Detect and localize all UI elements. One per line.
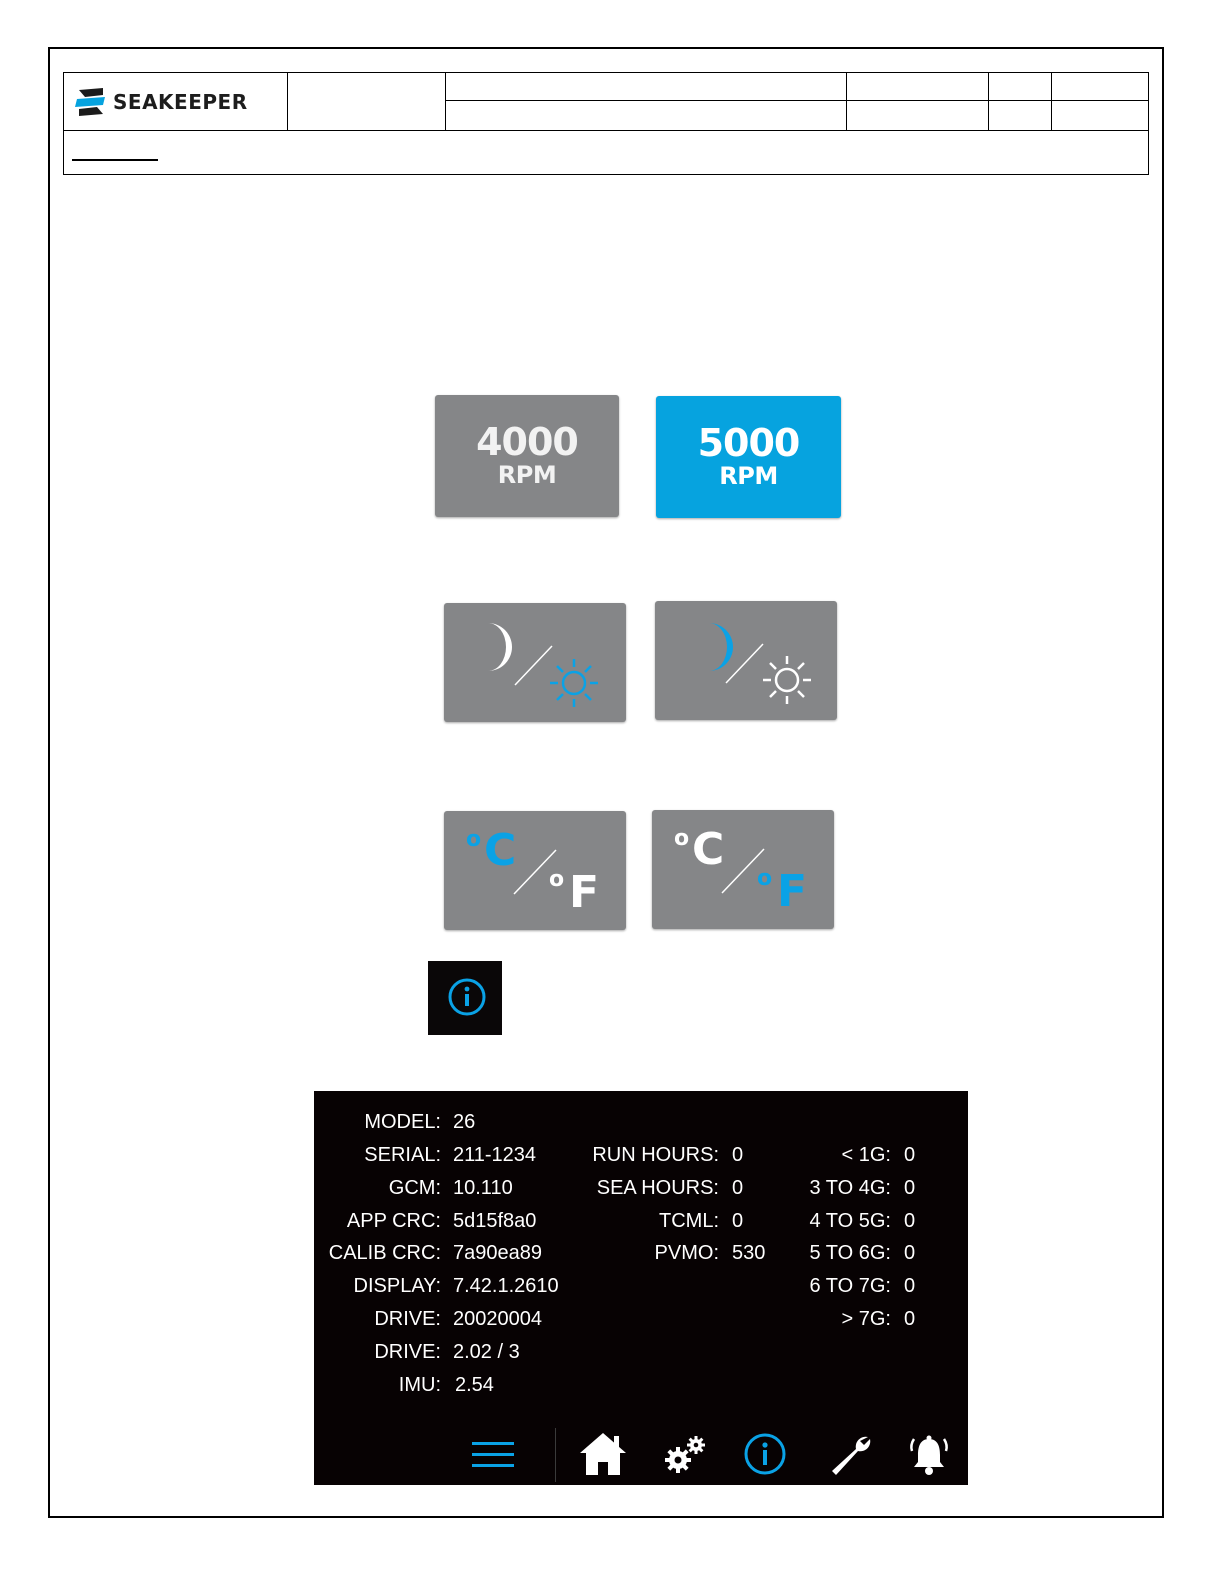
rpm-unit: RPM bbox=[497, 461, 557, 489]
info-key: PVMO: bbox=[654, 1242, 719, 1264]
info-value: 0 bbox=[904, 1275, 916, 1297]
day-mode-button[interactable] bbox=[444, 603, 626, 722]
wrench-icon[interactable] bbox=[828, 1431, 874, 1477]
info-key: GCM: bbox=[388, 1177, 441, 1199]
brand-name: SEAKEEPER bbox=[113, 90, 248, 114]
info-key: 3 TO 4G: bbox=[809, 1177, 891, 1199]
info-value: 0 bbox=[732, 1177, 744, 1199]
logo-mark-icon bbox=[73, 86, 109, 118]
degree-symbol: o bbox=[674, 826, 690, 851]
alarm-icon[interactable] bbox=[908, 1431, 950, 1477]
fahrenheit-label: F bbox=[569, 867, 600, 918]
info-key: CALIB CRC: bbox=[328, 1242, 441, 1264]
info-value: 0 bbox=[732, 1210, 744, 1232]
info-value: 5d15f8a0 bbox=[453, 1210, 537, 1232]
header-divider bbox=[1051, 72, 1052, 131]
settings-icon[interactable] bbox=[664, 1434, 708, 1474]
info-value: 0 bbox=[904, 1242, 916, 1264]
celsius-label: C bbox=[484, 825, 517, 876]
night-mode-button[interactable] bbox=[655, 601, 837, 720]
info-key: DRIVE: bbox=[374, 1341, 441, 1363]
info-button[interactable] bbox=[428, 961, 502, 1035]
section-underline bbox=[72, 159, 158, 161]
header-divider bbox=[63, 130, 1149, 131]
sun-icon bbox=[550, 659, 598, 707]
header-divider bbox=[445, 100, 1149, 101]
header-divider bbox=[445, 72, 446, 131]
info-key: RUN HOURS: bbox=[592, 1144, 719, 1166]
info-value: 0 bbox=[904, 1308, 916, 1330]
info-key: SEA HOURS: bbox=[596, 1177, 719, 1199]
moon-sun-icon bbox=[444, 603, 626, 722]
nav-separator bbox=[555, 1428, 556, 1482]
info-value: 7a90ea89 bbox=[453, 1242, 542, 1264]
info-value: 0 bbox=[904, 1177, 916, 1199]
celsius-button[interactable] bbox=[444, 811, 626, 930]
info-value: 0 bbox=[732, 1144, 744, 1166]
info-key: < 1G: bbox=[841, 1144, 891, 1166]
degree-symbol: o bbox=[466, 827, 482, 852]
system-info-panel bbox=[314, 1091, 968, 1485]
info-value: 0 bbox=[904, 1210, 916, 1232]
info-key: TCML: bbox=[659, 1210, 719, 1232]
info-key: 4 TO 5G: bbox=[809, 1210, 891, 1232]
celsius-label: C bbox=[692, 824, 725, 875]
degree-symbol: o bbox=[549, 867, 565, 892]
moon-sun-icon bbox=[655, 601, 837, 720]
info-key: > 7G: bbox=[841, 1308, 891, 1330]
header-divider bbox=[287, 72, 288, 131]
rpm-value: 4000 bbox=[476, 420, 578, 464]
rpm-4000-button[interactable] bbox=[435, 395, 619, 517]
info-value: 10.110 bbox=[453, 1177, 513, 1199]
moon-icon bbox=[488, 623, 512, 671]
info-key: APP CRC: bbox=[346, 1210, 441, 1232]
info-key: DISPLAY: bbox=[353, 1275, 441, 1297]
info-value: 530 bbox=[732, 1242, 766, 1264]
info-key: IMU: bbox=[398, 1374, 441, 1396]
info-value: 20020004 bbox=[453, 1308, 542, 1330]
header-divider bbox=[988, 72, 989, 131]
info-value: 2.54 bbox=[455, 1374, 494, 1396]
info-key: 5 TO 6G: bbox=[809, 1242, 891, 1264]
rpm-value: 5000 bbox=[697, 421, 800, 465]
info-icon[interactable] bbox=[743, 1432, 787, 1476]
moon-icon bbox=[709, 623, 733, 671]
degree-symbol: o bbox=[757, 866, 773, 891]
menu-icon[interactable] bbox=[472, 1439, 516, 1471]
info-value: 2.02 / 3 bbox=[453, 1341, 520, 1363]
info-key: MODEL: bbox=[364, 1111, 441, 1133]
header-divider bbox=[846, 72, 847, 131]
info-value: 26 bbox=[453, 1111, 476, 1133]
fahrenheit-button[interactable] bbox=[652, 810, 834, 929]
home-icon[interactable] bbox=[578, 1431, 628, 1477]
info-value: 0 bbox=[904, 1144, 916, 1166]
sun-icon bbox=[763, 656, 811, 704]
info-key: DRIVE: bbox=[374, 1308, 441, 1330]
info-key: 6 TO 7G: bbox=[809, 1275, 891, 1297]
info-icon bbox=[428, 961, 502, 1035]
info-value: 211-1234 bbox=[453, 1144, 537, 1166]
seakeeper-logo bbox=[73, 86, 278, 118]
rpm-5000-button[interactable] bbox=[656, 396, 841, 518]
fahrenheit-label: F bbox=[777, 866, 808, 917]
rpm-unit: RPM bbox=[719, 462, 778, 490]
info-value: 7.42.1.2610 bbox=[453, 1275, 559, 1297]
info-key: SERIAL: bbox=[364, 1144, 441, 1166]
